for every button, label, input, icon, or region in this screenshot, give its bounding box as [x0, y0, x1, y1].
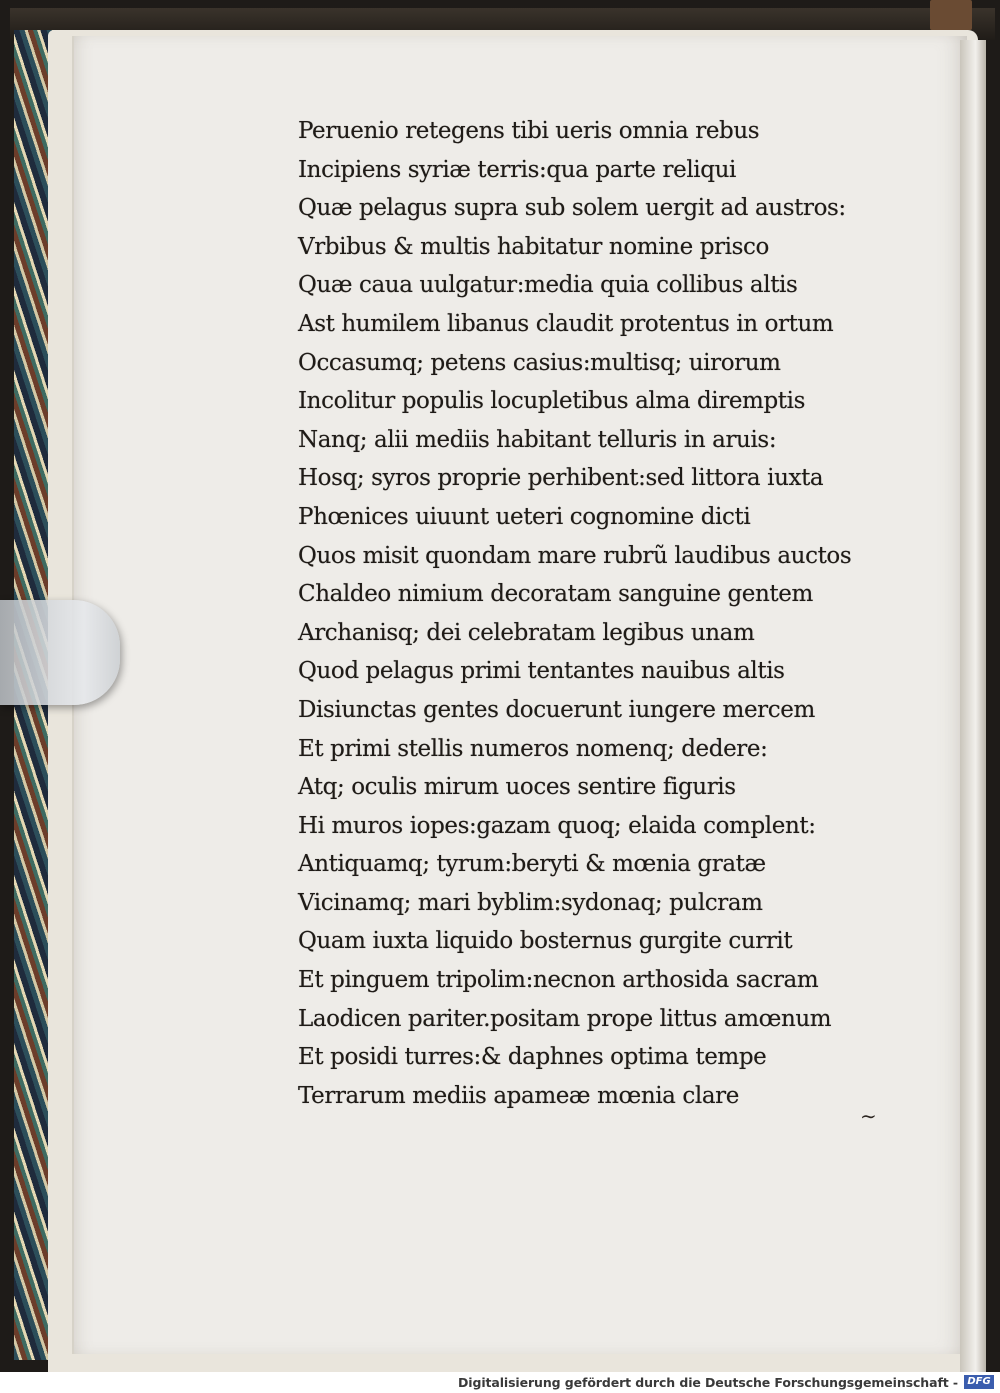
text-line: Atq; oculis mirum uoces sentire figuris [298, 774, 736, 801]
text-line: Hi muros iopes:gazam quoq; elaida complent: [298, 812, 816, 839]
page-clip [0, 600, 120, 705]
catchword-mark: ∼ [860, 1104, 877, 1128]
text-line: Phœnices uiuunt ueteri cognomine dicti [298, 503, 751, 530]
text-line: Quos misit quondam mare rubrũ laudibus auctos [298, 542, 852, 569]
text-line: Et posidi turres:& daphnes optima tempe [298, 1044, 767, 1071]
text-line: Incolitur populis locupletibus alma diremptis [298, 388, 805, 415]
text-line: Incipiens syriæ terris:qua parte reliqui [298, 156, 736, 183]
dfg-logo-icon: DFG [964, 1375, 994, 1389]
text-line: Et primi stellis numeros nomenq; dedere: [298, 735, 768, 762]
page-gutter [960, 40, 986, 1372]
text-line: Vrbibus & multis habitatur nomine prisco [298, 233, 769, 260]
footer-bar [0, 1372, 1000, 1393]
text-line: Quæ caua uulgatur:media quia collibus altis [298, 272, 798, 299]
cover-corner [930, 0, 972, 30]
text-line: Archanisq; dei celebratam legibus unam [298, 619, 755, 646]
text-line: Peruenio retegens tibi ueris omnia rebus [298, 118, 760, 144]
text-line: Quod pelagus primi tentantes nauibus altis [298, 658, 785, 685]
funding-credit: Digitalisierung gefördert durch die Deutsche Forschungsgemeinschaft - [458, 1375, 958, 1390]
text-line: Ast humilem libanus claudit protentus in ortum [298, 310, 834, 337]
text-line: Antiquamq; tyrum:beryti & mœnia gratæ [298, 851, 766, 878]
text-line: Quæ pelagus supra sub solem uergit ad austros: [298, 195, 846, 222]
text-line: Et pinguem tripolim:necnon arthosida sacram [298, 967, 819, 994]
text-line: Terrarum mediis apameæ mœnia clare [298, 1082, 739, 1109]
text-line: Quam iuxta liquido bosternus gurgite currit [298, 928, 793, 955]
printed-verse-text [298, 112, 878, 1115]
text-line: Vicinamq; mari byblim:sydonaq; pulcram [298, 889, 763, 916]
text-line: Laodicen pariter.positam prope littus amœnum [298, 1005, 832, 1032]
text-line: Occasumq; petens casius:multisq; uirorum [298, 349, 781, 376]
text-line: Disiunctas gentes docuerunt iungere mercem [298, 696, 815, 723]
text-line: Nanq; alii mediis habitant telluris in aruis: [298, 426, 777, 453]
text-line: Hosq; syros proprie perhibent:sed littora iuxta [298, 465, 824, 492]
text-line: Chaldeo nimium decoratam sanguine gentem [298, 581, 813, 608]
